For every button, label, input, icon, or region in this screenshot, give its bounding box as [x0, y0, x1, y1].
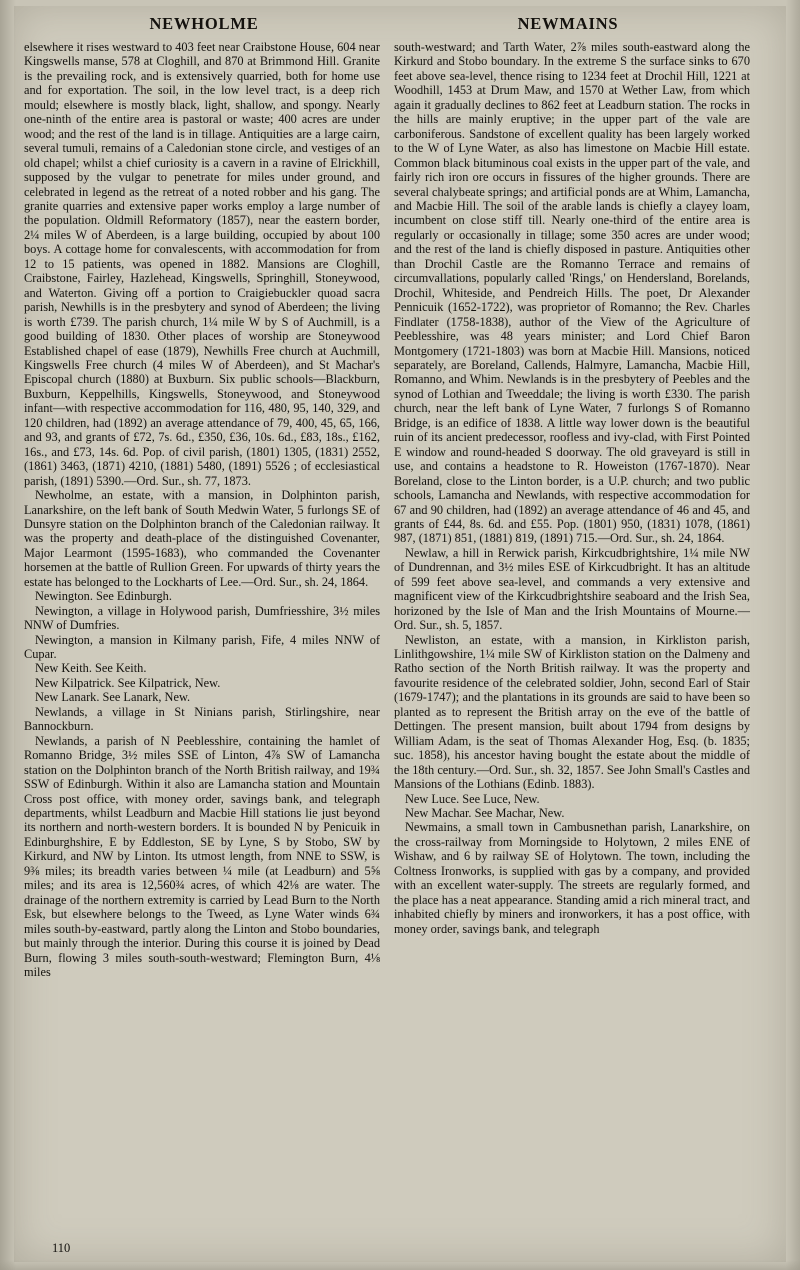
column-right [394, 40, 750, 979]
text-columns [24, 40, 750, 979]
running-head-right: NEWMAINS [517, 14, 619, 33]
entry-paragraph: Newliston, an estate, with a mansion, in Kirkliston parish, Linlithgowshire, 1¼ mile SW of Kirkliston station on the Dalmeny and Ratho section of the North British railway. It was the property and favourite residence of the celebrated soldier, John, second Earl of Stair (1679-1747); and the plantations in its grounds are said to have been so planted as to represent the British array on the eve of the battle of Dettingen. The present mansion, built about 1794 from designs by William Adam, is the seat of Thomas Alexander Hog, Esq. (b. 1835; suc. 1858), his ancestor having bought the estate about the middle of the 18th century.—Ord. Sur., sh. 32, 1857. See John Small's Castles and Mansions of the Lothians (Edinb. 1883). [394, 632, 750, 792]
running-heads [22, 14, 750, 34]
page-edge-shadow-bottom [0, 1260, 800, 1270]
entry-paragraph: Newmains, a small town in Cambusnethan parish, Lanarkshire, on the cross-railway from Morningside to Holytown, 2 miles ENE of Wishaw, and 6 by railway SE of Holytown. The town, including the Coltness Ironworks, is supplied with gas by a company, and provided with an excellent water-supply. The streets are regularly formed, and the place has a neat appearance. Standing amid a rich mineral tract, and inhabited chiefly by miners and ironworkers, it has a post office, with money order, savings bank, and telegraph [394, 820, 750, 936]
entry-paragraph: New Keith. See Keith. [35, 661, 147, 676]
running-head-left: NEWHOLME [149, 14, 259, 33]
page-edge-shadow-right [786, 0, 800, 1270]
entry-paragraph: Newlaw, a hill in Rerwick parish, Kirkcudbrightshire, 1¼ mile NW of Dundrennan, and 3½ miles ESE of Kirkcudbright. It has an altitude of 599 feet above sea-level, and commands a very extensive and magnificent view of the Kirkcudbrightshire seaboard and the Irish Sea, horizoned by the Isle of Man and the Irish Mountains of Mourne.—Ord. Sur., sh. 5, 1857. [394, 545, 750, 633]
entry-paragraph: Newholme, an estate, with a mansion, in Dolphinton parish, Lanarkshire, on the left bank of South Medwin Water, 5 furlongs SE of Dunsyre station on the Dolphinton branch of the Caledonian railway. It was the property and death-place of the distinguished Covenanter, Major Learmont (1595-1683), who commanded the Covenanter horsemen at the battle of Rullion Green. For upwards of thirty years the estate has belonged to the Lockharts of Lee.—Ord. Sur., sh. 24, 1864. [24, 488, 380, 589]
column-left [24, 40, 380, 979]
entry-paragraph: Newington, a mansion in Kilmany parish, Fife, 4 miles NNW of Cupar. [24, 632, 380, 662]
entry-paragraph: Newington. See Edinburgh. [35, 589, 172, 604]
page-edge-shadow-left [0, 0, 16, 1270]
page-number: 110 [52, 1241, 71, 1255]
entry-paragraph: Newlands, a parish of N Peeblesshire, containing the hamlet of Romanno Bridge, 3½ miles SSE of Linton, 4⅞ SW of Lamancha station on the Dolphinton branch of the North British railway, and 19¾ SSW of Edinburgh. Within it also are Lamancha station and Mountain Cross post office, with money order, savings bank, and telegraph departments, whilst Leadburn and Macbie Hill stations lie just beyond its northern and north-western borders. It is bounded N by Penicuik in Edinburghshire, E by Eddleston, SE by Lyne, S by Stobo, SW by Kirkurd, and NW by Linton. Its utmost length, from NNE to SSW, is 9⅜ miles; its breadth varies between ¼ mile (at Leadburn) and 5⅝ miles; and its area is 12,560¾ acres, of which 42⅛ are water. The drainage of the northern extremity is carried by Lead Burn to the North Esk, but elsewhere belongs to the Tweed, as Lyne Water winds 6¾ miles south-by-eastward, partly along the Linton and Stobo boundaries, but mainly through the interior. During this course it is joined by Dead Burn, flowing 3 miles south-south-westward; Flemington Burn, 4⅛ miles [24, 733, 380, 979]
entry-paragraph: elsewhere it rises westward to 403 feet near Craibstone House, 604 near Kingswells manse, 578 at Cloghill, and 870 at Brimmond Hill. Granite is the prevailing rock, and is extensively quarried, both for home use and for exportation. The soil, in the low level tract, is a deep rich mould; elsewhere is mostly black, light, shallow, and spongy. Nearly one-ninth of the entire area is pastoral or waste; 400 acres are under wood; and the rest of the land is in tillage. Antiquities are a large cairn, several tumuli, remains of a Caledonian stone circle, and vestiges of an old chapel; whilst a chief curiosity is a cavern in a ravine of Elrickhill, supposed by the vulgar to penetrate for miles under ground, and celebrated in legend as the retreat of a noted robber and his gang. The granite quarries and extensive paper works employ a large number of the population. Oldmill Reformatory (1857), near the eastern border, 2¼ miles W of Aberdeen, is a large building, occupied by about 100 boys. A cottage home for convalescents, with accommodation for from 12 to 15 patients, was opened in 1882. Mansions are Cloghill, Craibstone, Fairley, Hazlehead, Kingswells, Springhill, Stoneywood, and Waterton. Giving off a portion to Craigiebuckler quoad sacra parish, Newhills is in the presbytery and synod of Aberdeen; the living is worth £739. The parish church, 1¼ mile W by S of Auchmill, is a good building of 1830. Other places of worship are Stoneywood Established chapel of ease (1879), Newhills Free church at Auchmill, Kingswells Free church (4 miles W of Aberdeen), and St Machar's Episcopal church (1880) at Buxburn. Six public schools—Blackburn, Buxburn, Keppelhills, Kingswells, Stoneywood, and Stoneywood infant—with respective accommodation for 116, 480, 95, 140, 329, and 120 children, had (1892) an average attendance of 79, 400, 45, 65, 166, and 93, and grants of £72, 7s. 6d., £350, £36, 10s. 6d., £83, 18s., £162, 16s., and £73, 14s. 6d. Pop. of civil parish, (1801) 1305, (1831) 2552, (1861) 3463, (1871) 4210, (1881) 5480, (1891) 5526 ; of ecclesiastical parish, (1891) 5390.—Ord. Sur., sh. 77, 1873. [24, 40, 380, 488]
entry-paragraph: New Kilpatrick. See Kilpatrick, New. [35, 675, 221, 690]
entry-paragraph: Newington, a village in Holywood parish, Dumfriesshire, 3½ miles NNW of Dumfries. [24, 603, 380, 633]
entry-paragraph: New Machar. See Machar, New. [405, 806, 565, 821]
entry-paragraph: New Luce. See Luce, New. [405, 791, 540, 806]
entry-paragraph: New Lanark. See Lanark, New. [35, 690, 191, 705]
entry-paragraph: south-westward; and Tarth Water, 2⅞ miles south-eastward along the Kirkurd and Stobo boundary. In the extreme S the surface sinks to 670 feet above sea-level, thence rising to 1234 feet at Drochil Hill, 1221 at Woodhill, 1453 at Drum Maw, and 1570 at Wether Law, from which again it gradually declines to 862 feet at Leadburn station. The rocks in the hills are mainly eruptive; in the upper part of the vale are carboniferous. Sandstone of excellent quality has been largely worked to the W of Lyne Water, as also has limestone on Macbie Hill estate. Common black bituminous coal exists in the upper part of the vale, and fairly rich iron ore occurs in fissures of the higher grounds. There are several chalybeate springs; and artificial ponds are at Whim, Lamancha, and Macbie Hill. The soil of the arable lands is chiefly a clayey loam, incumbent on close stiff till. Nearly one-third of the entire area is regularly or occasionally in tillage; some 350 acres are under wood; and the rest of the land is chiefly disposed in pasture. Antiquities other than Drochil Castle are the Romanno Terrace and remains of circumvallations, popularly called 'Rings,' on Hendersland, Borelands, Drochil, Whiteside, and Pendreich Hills. The poet, Dr Alexander Pennicuik (1652-1722), was proprietor of Romanno; the Rev. Charles Findlater (1758-1838), author of the View of the Agriculture of Peeblesshire, was 48 years minister; and Lord Chief Baron Montgomery (1721-1803) was born at Macbie Hill. Mansions, noticed separately, are Boreland, Callends, Halmyre, Lamancha, Macbie Hill, Romanno, and Whim. Newlands is in the presbytery of Peebles and the synod of Lothian and Tweeddale; the living is worth £330. The parish church, near the left bank of Lyne Water, 7 furlongs S of Romanno Bridge, is an edifice of 1838. A little way lower down is the beautiful ruin of its ancient predecessor, roofless and ivy-clad, with First Pointed E window and round-headed S doorway. The old graveyard is still in use, and contains a headstone to R. Howeiston (1767-1870). Near Boreland, close to the Linton border, is a U.P. church; and two public schools, Lamancha and Newlands, with respective accommodation for 67 and 90 children, had (1892) an average attendance of 46 and 45, and grants of £44, 8s. 6d. and £55. Pop. (1801) 950, (1831) 1078, (1861) 987, (1871) 851, (1881) 819, (1891) 715.—Ord. Sur., sh. 24, 1864. [394, 40, 750, 546]
entry-paragraph: Newlands, a village in St Ninians parish, Stirlingshire, near Bannockburn. [24, 704, 380, 734]
